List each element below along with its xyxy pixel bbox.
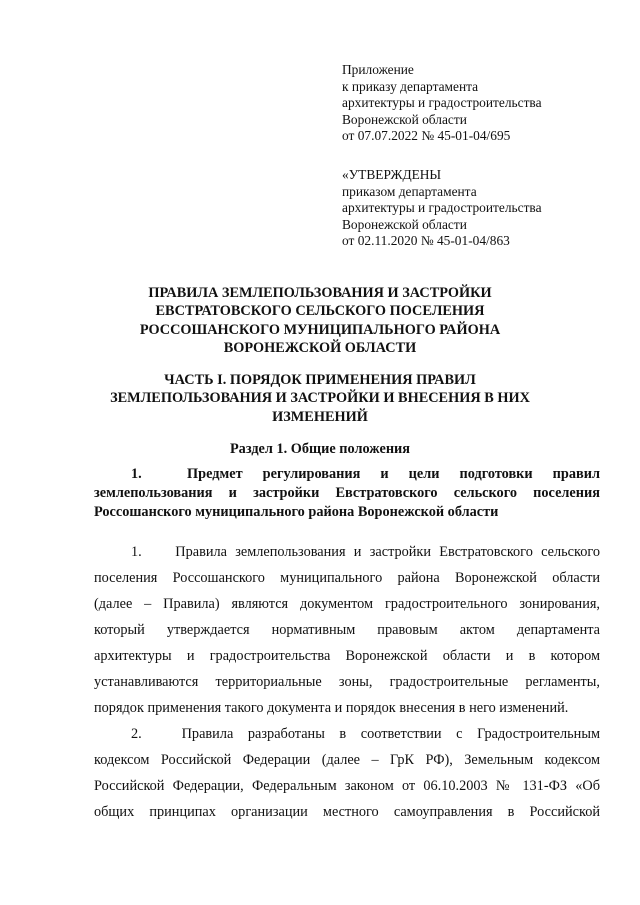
paragraph-line: устанавливаются территориальные зоны, градостроительные регламенты, <box>94 674 600 690</box>
paragraph-line: поселения Россошанского муниципального района Воронежской области <box>94 570 600 586</box>
appendix-line: архитектуры и градостроительства <box>342 95 542 111</box>
paragraph-number: 2. <box>131 726 142 742</box>
title-line: ПРАВИЛА ЗЕМЛЕПОЛЬЗОВАНИЯ И ЗАСТРОЙКИ <box>148 285 492 301</box>
approved-line: Воронежской области <box>342 216 467 232</box>
approval-stamp <box>342 167 602 250</box>
section-title: Раздел 1. Общие положения <box>229 441 411 457</box>
paragraph-line: порядок применения такого документа и порядок внесения в него изменений. <box>94 700 569 716</box>
appendix-line: Приложение <box>342 62 414 77</box>
part-title-line: ЧАСТЬ I. ПОРЯДОК ПРИМЕНЕНИЯ ПРАВИЛ <box>164 372 476 388</box>
appendix-header <box>342 62 602 145</box>
approved-line: приказом департамента <box>342 183 477 199</box>
paragraph-text: Правила землепользования и застройки Евстратовского сельского <box>175 544 600 560</box>
part-title-line: ЗЕМЛЕПОЛЬЗОВАНИЯ И ЗАСТРОЙКИ И ВНЕСЕНИЯ В НИХ <box>110 390 530 407</box>
title-line: ЕВСТРАТОВСКОГО СЕЛЬСКОГО ПОСЕЛЕНИЯ <box>155 303 485 320</box>
article-number: 1. <box>131 466 142 482</box>
part-title-line: ИЗМЕНЕНИЙ <box>272 408 368 425</box>
article-heading <box>131 466 600 483</box>
paragraph-line <box>131 544 600 561</box>
paragraph-text: Правила разработаны в соответствии с Градостроительным <box>181 726 600 742</box>
document-title <box>60 284 580 358</box>
paragraph-line: архитектуры и градостроительства Воронежской области и в котором <box>94 648 600 664</box>
title-line: РОССОШАНСКОГО МУНИЦИПАЛЬНОГО РАЙОНА <box>139 321 501 338</box>
paragraph-line: кодексом Российской Федерации (далее – ГрК РФ), Земельным кодексом <box>94 752 600 768</box>
appendix-line: от 07.07.2022 № 45-01-04/695 <box>342 128 511 144</box>
article-heading-line: землепользования и застройки Евстратовского сельского поселения <box>94 485 600 501</box>
approved-line: от 02.11.2020 № 45-01-04/863 <box>342 233 510 249</box>
appendix-line: Воронежской области <box>342 111 467 127</box>
title-line: ВОРОНЕЖСКОЙ ОБЛАСТИ <box>223 340 417 357</box>
paragraph-line: общих принципах организации местного самоуправления в Российской <box>94 804 600 820</box>
paragraph-line: Российской Федерации, Федеральным законом от 06.10.2003 № 131-ФЗ «Об <box>94 778 600 794</box>
paragraph-line: который утверждается нормативным правовым актом департамента <box>94 622 600 638</box>
paragraph-line <box>131 726 600 743</box>
approved-line: «УТВЕРЖДЕНЫ <box>342 167 442 182</box>
part-title <box>60 371 580 426</box>
approved-line: архитектуры и градостроительства <box>342 200 542 216</box>
article-heading-line: Россошанского муниципального района Воронежской области <box>94 504 499 520</box>
article-heading-text: Предмет регулирования и цели подготовки правил <box>187 466 600 482</box>
paragraph-number: 1. <box>131 544 142 560</box>
paragraph-line: (далее – Правила) являются документом градостроительного зонирования, <box>94 596 600 612</box>
appendix-line: к приказу департамента <box>342 78 479 94</box>
